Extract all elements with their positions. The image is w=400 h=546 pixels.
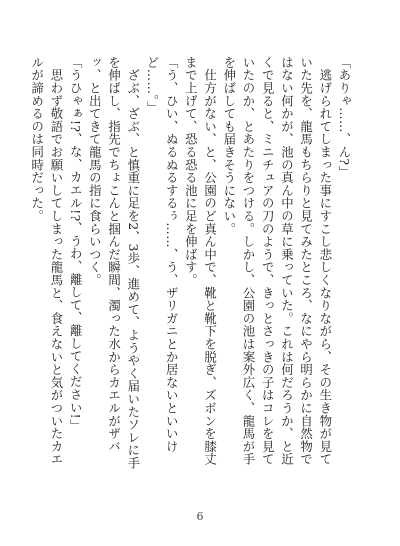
- paragraph-narration-1: 逃げられてしまった事にすこし悲しくなりながら、その生き物が見ていた先を、龍馬もちらりと見てみたところ、なにやら明らかに自然物ではない何かが、池の真ん中の草に乗っていた。これは何だろうか、と近くで見ると、ミニチュアの刀のようで、きっとさっきの子はコレを見ていたのか、とあたりをつける。しかし、公園の池は案外広く、龍馬が手を伸ばしても届きそうにない。: [221, 56, 333, 466]
- paragraph-narration-2: 仕方がない、と、公園のど真ん中で、靴と靴下を脱ぎ、ズボンを膝丈まで上げて、恐る恐る池に足を伸ばす。: [183, 56, 218, 466]
- paragraph-narration-4: 思わず敬語でお願いしてしまった龍馬と、食えないと気がついたカエルが諦めるのは同時だった。: [29, 56, 64, 466]
- paragraph-dialogue-2: 「う、ひい、ぬるぬるするぅ……、う、ザリガニとか居ないといいけど……。」: [144, 56, 180, 453]
- vertical-text-body: [29, 56, 354, 476]
- paragraph-dialogue-1: 「ありゃ……、ん?」: [337, 56, 352, 179]
- paragraph-dialogue-3: 「うひゃぁ!?、な、カエル!?、うわ、離して、離してください!」: [68, 56, 84, 432]
- page-number: 6: [196, 510, 204, 523]
- paragraph-narration-3: ざぶ、ざぶ、と慎重に足を2、3歩、進めて、ようやく届いたソレに手を伸ばし、指先でちょこんと掴んだ瞬間、濁った水からカエルがザバッ、と出てきて龍馬の指に食らいつく。: [87, 56, 141, 470]
